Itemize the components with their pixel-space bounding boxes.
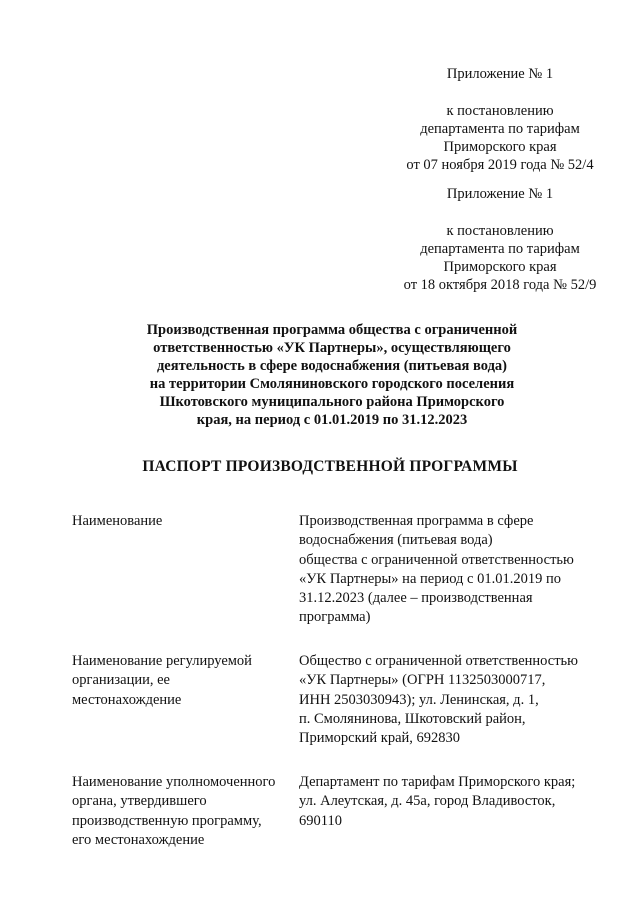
appendix-title: Приложение № 1 [446,66,554,82]
appendix-original [380,185,620,294]
heading-line: края, на период с 01.01.2019 по 31.12.2023 [196,412,468,428]
heading-line: Производственная программа общества с ограниченной [146,322,518,338]
value-line: п. Смолянинова, Шкотовский район, [299,710,526,727]
passport-title: ПАСПОРТ ПРОИЗВОДСТВЕННОЙ ПРОГРАММЫ [142,458,518,475]
heading-line: деятельность в сфере водоснабжения (питьевая вода) [156,358,508,374]
appendix-line: департамента по тарифам [420,121,580,137]
value-line: «УК Партнеры» (ОГРН 1132503000717, [299,672,546,689]
value-line: программа) [299,609,371,626]
label-line: Наименование регулируемой [72,653,252,669]
appendix-line: департамента по тарифам [420,241,580,257]
appendix-line: от 07 ноября 2019 года № 52/4 [406,157,594,173]
label-line: Наименование уполномоченного [72,774,276,790]
label-line: органа, утвердившего [72,793,207,810]
value-line: ул. Алеутская, д. 45а, город Владивосток, [299,793,556,810]
heading-line: ответственностью «УК Партнеры», осуществляющего [153,340,511,356]
label-line: Наименование [72,513,163,529]
row-label [72,773,277,850]
value-line: Общество с ограниченной ответственностью [299,653,578,669]
value-line: Приморский край, 692830 [299,730,461,747]
value-line: общества с ограниченной ответственностью [299,551,574,568]
program-heading [120,321,544,429]
value-line: Департамент по тарифам Приморского края; [299,774,576,790]
row-label [72,512,277,531]
label-line: местонахождение [72,691,182,708]
appendix-line: Приморского края [443,259,557,275]
value-line: «УК Партнеры» на период с 01.01.2019 по [299,570,561,587]
appendix-line: от 18 октября 2018 года № 52/9 [403,277,597,293]
row-value [299,652,604,748]
value-line: Производственная программа в сфере [299,513,534,529]
label-line: производственную программу, [72,812,262,829]
heading-line: Шкотовского муниципального района Приморского [159,394,505,410]
value-line: ИНН 2503030943); ул. Ленинская, д. 1, [299,691,539,708]
heading-line: на территории Смоляниновского городского поселения [149,376,515,392]
appendix-line: к постановлению [446,103,554,119]
appendix-title: Приложение № 1 [446,186,554,202]
appendix-current [380,65,620,174]
value-line: 31.12.2023 (далее – производственная [299,590,533,607]
value-line: 690110 [299,812,342,829]
row-value [299,512,604,628]
row-label [72,652,277,710]
value-line: водоснабжения (питьевая вода) [299,532,493,549]
label-line: организации, ее [72,672,170,689]
label-line: его местонахождение [72,831,205,848]
appendix-line: Приморского края [443,139,557,155]
appendix-line: к постановлению [446,223,554,239]
row-value [299,773,604,831]
